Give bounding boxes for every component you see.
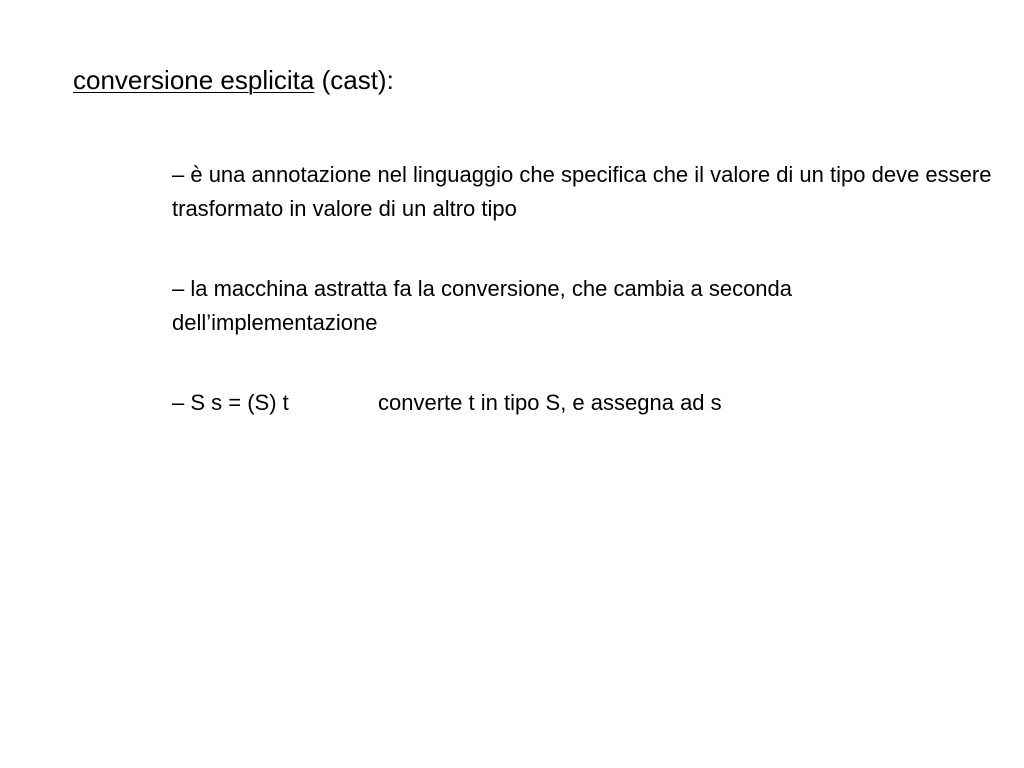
bullet-list: [172, 158, 992, 420]
cast-example-explanation: converte t in tipo S, e assegna ad s: [378, 390, 722, 415]
bullet-item: – è una annotazione nel linguaggio che specifica che il valore di un tipo deve essere trasformato in valore di un altro tipo: [172, 162, 992, 221]
slide-title: [73, 62, 394, 98]
title-suffix: (cast):: [314, 65, 394, 95]
title-term: conversione esplicita: [73, 65, 315, 95]
cast-example-code: – S s = (S) t: [172, 390, 289, 415]
bullet-item: – la macchina astratta fa la conversione, che cambia a seconda dell’implementazione: [172, 276, 793, 335]
bullet-item: [172, 386, 992, 420]
